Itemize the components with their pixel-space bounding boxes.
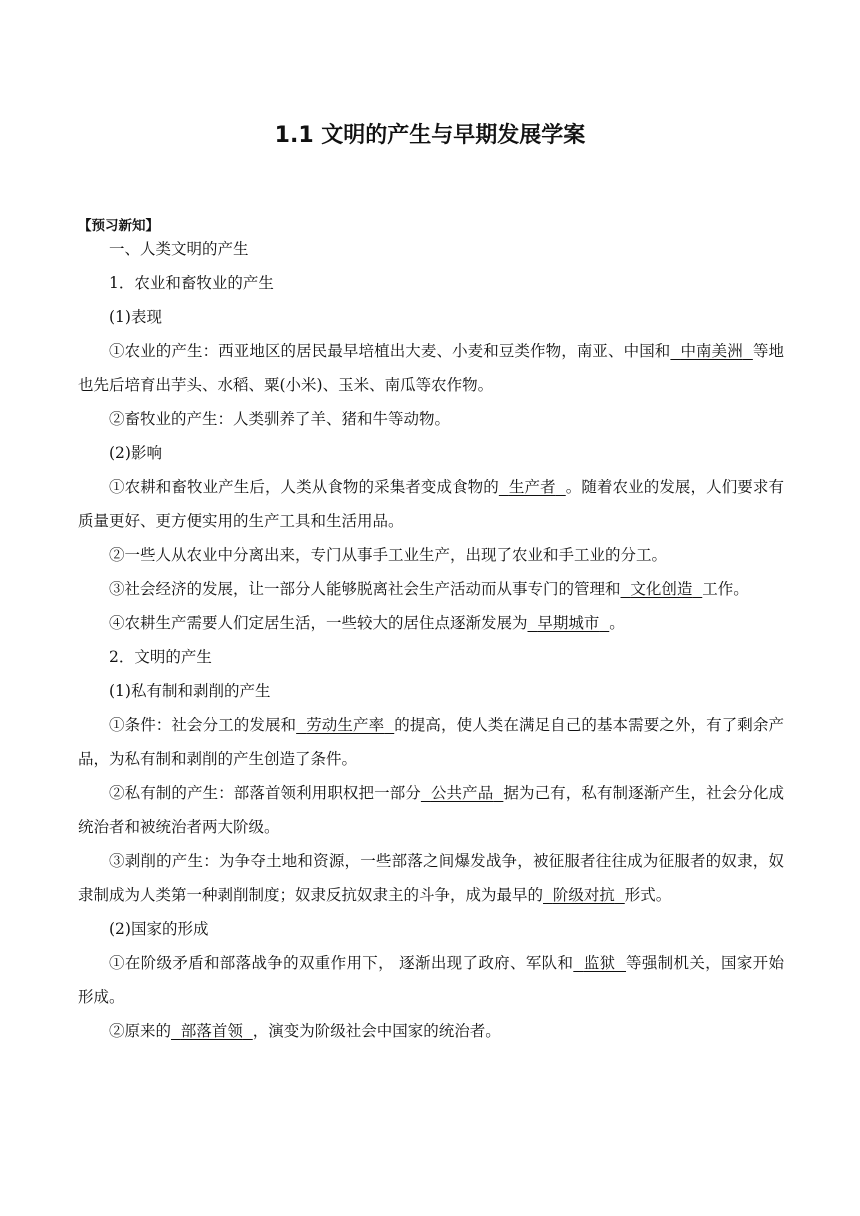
fill-in-blank-answer <box>543 886 625 904</box>
paragraph-l1 <box>78 232 784 266</box>
fill-in-blank-answer <box>499 478 566 496</box>
paragraph-text: ②原来的 <box>109 1022 172 1040</box>
fill-in-blank-answer <box>296 716 394 734</box>
paragraph-text: (1)私有制和剥削的产生 <box>109 682 271 700</box>
paragraph-text: 一、人类文明的产生 <box>109 240 249 258</box>
paragraph-l15 <box>78 844 784 912</box>
paragraph-text: 据为己有，私有制逐渐产生，社会分化成统治者和被统治者两大阶级。 <box>78 784 784 836</box>
paragraph-text: 。随着农业的发展，人们要求有质量更好、更方便实用的生产工具和生活用品。 <box>78 478 784 530</box>
paragraph-text: 2．文明的产生 <box>109 648 212 666</box>
paragraph-l11 <box>78 640 784 674</box>
paragraph-text: 工作。 <box>702 580 749 598</box>
paragraph-text: ②畜牧业的产生：人类驯养了羊、猪和牛等动物。 <box>109 410 451 428</box>
paragraph-l10 <box>78 606 784 640</box>
paragraph-text: 1．农业和畜牧业的产生 <box>109 274 274 292</box>
paragraph-l7 <box>78 470 784 538</box>
paragraph-l17 <box>78 946 784 1014</box>
paragraph-text: ①在阶级矛盾和部落战争的双重作用下， 逐渐出现了政府、军队和 <box>109 954 574 972</box>
paragraph-text: ，演变为阶级社会中国家的统治者。 <box>252 1022 501 1040</box>
paragraph-l9 <box>78 572 784 606</box>
document-title: 1.1 文明的产生与早期发展学案 <box>274 123 586 148</box>
paragraph-text: ①条件：社会分工的发展和 <box>109 716 297 734</box>
answer-text: 公共产品 <box>430 784 494 802</box>
paragraph-l14 <box>78 776 784 844</box>
paragraph-l6 <box>78 436 784 470</box>
paragraph-text: 形式。 <box>624 886 672 904</box>
fill-in-blank-answer <box>670 342 752 360</box>
paragraph-text: ②一些人从农业中分离出来，专门从事手工业生产，出现了农业和手工业的分工。 <box>109 546 668 564</box>
paragraph-text: (2)影响 <box>109 444 162 462</box>
fill-in-blank-answer <box>528 614 610 632</box>
fill-in-blank-answer <box>171 1022 253 1040</box>
answer-text: 劳动生产率 <box>306 716 385 734</box>
fill-in-blank-answer <box>573 954 626 972</box>
document-body <box>78 232 784 1048</box>
paragraph-text: (2)国家的形成 <box>109 920 209 938</box>
paragraph-text: ③社会经济的发展，让一部分人能够脱离社会生产活动而从事专门的管理和 <box>109 580 621 598</box>
answer-text: 监狱 <box>583 954 616 972</box>
paragraph-text: 等地也先后培育出芋头、水稻、粟(小米)、玉米、南瓜等农作物。 <box>78 342 784 394</box>
paragraph-text: ④农耕生产需要人们定居生活，一些较大的居住点逐渐发展为 <box>109 614 528 632</box>
paragraph-l5 <box>78 402 784 436</box>
paragraph-l16 <box>78 912 784 946</box>
paragraph-l13 <box>78 708 784 776</box>
paragraph-l18 <box>78 1014 784 1048</box>
paragraph-text: (1)表现 <box>109 308 162 326</box>
paragraph-text: ③剥削的产生：为争夺土地和资源，一些部落之间爆发战争，被征服者往往成为征服者的奴隶，奴隶制成为人类第一种剥削制度；奴隶反抗奴隶主的斗争，成为最早的 <box>78 852 784 904</box>
fill-in-blank-answer <box>621 580 703 598</box>
answer-text: 文化创造 <box>630 580 693 598</box>
paragraph-l3 <box>78 300 784 334</box>
paragraph-l2 <box>78 266 784 300</box>
paragraph-text: ①农耕和畜牧业产生后，人类从食物的采集者变成食物的 <box>109 478 499 496</box>
answer-text: 中南美洲 <box>680 342 743 360</box>
paragraph-text: 。 <box>609 614 625 632</box>
answer-text: 阶级对抗 <box>552 886 615 904</box>
fill-in-blank-answer <box>421 784 503 802</box>
answer-text: 早期城市 <box>537 614 600 632</box>
paragraph-text: 的提高，使人类在满足自己的基本需要之外，有了剩余产品，为私有制和剥削的产生创造了条件。 <box>78 716 784 768</box>
paragraph-l4 <box>78 334 784 402</box>
paragraph-l8 <box>78 538 784 572</box>
answer-text: 生产者 <box>508 478 556 496</box>
paragraph-l12 <box>78 674 784 708</box>
answer-text: 部落首领 <box>180 1022 243 1040</box>
paragraph-text: 等强制机关，国家开始形成。 <box>78 954 784 1006</box>
paragraph-text: ②私有制的产生：部落首领利用职权把一部分 <box>109 784 421 802</box>
paragraph-text: ①农业的产生：西亚地区的居民最早培植出大麦、小麦和豆类作物，南亚、中国和 <box>109 342 671 360</box>
section-header: 【预习新知】 <box>78 218 159 234</box>
